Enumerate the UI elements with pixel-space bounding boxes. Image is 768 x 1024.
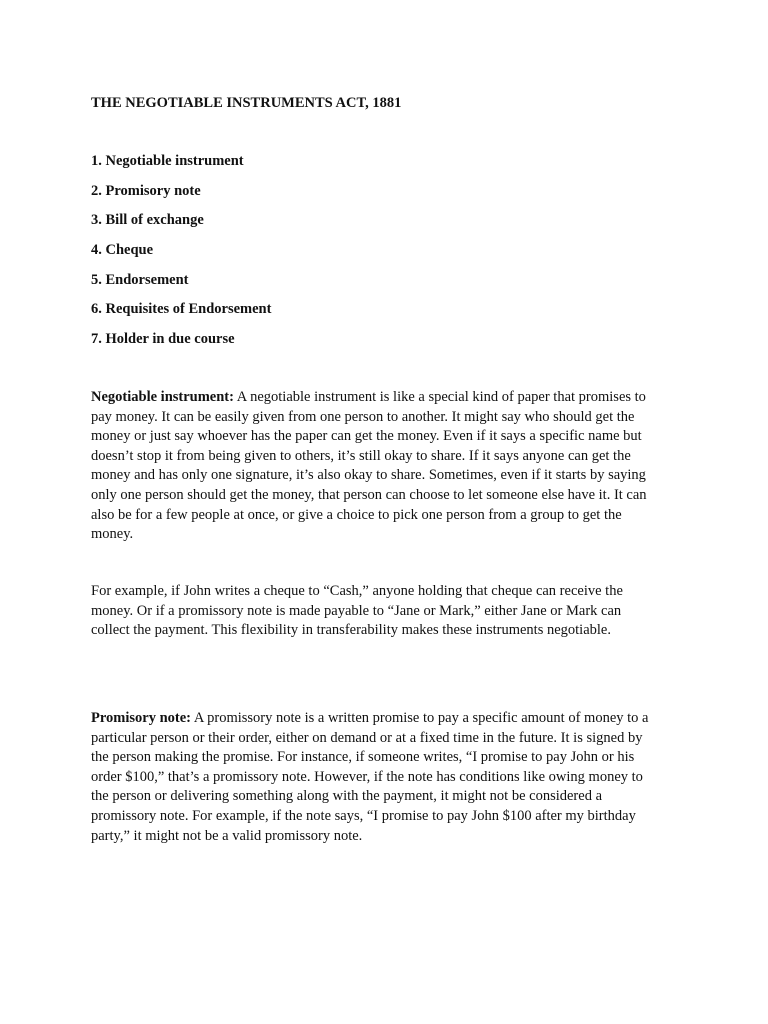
toc-item: 5. Endorsement [91,271,189,288]
paragraph-line: money. Or if a promissory note is made payable to “Jane or Mark,” either Jane or Mark can [91,602,622,619]
section-heading: Negotiable instrument: [91,389,234,405]
section-promisory-note [91,709,691,846]
paragraph-line: order $100,” that’s a promissory note. However, if the note has conditions like owing money to [91,768,643,785]
table-of-contents [91,151,271,359]
section-example [91,582,691,641]
paragraph-text: A negotiable instrument is like a special kind of paper that promises to [233,389,646,405]
paragraph-line [91,388,691,408]
section-negotiable-instrument [91,388,691,545]
paragraph-line: money or just say whoever has the paper can get the money. Even if it says a specific name but [91,428,642,445]
paragraph-line: promissory note. For example, if the note says, “I promise to pay John $100 after my birthday [91,807,636,824]
paragraph-line: only one person should get the money, that person can choose to let someone else have it. It can [91,486,647,503]
toc-item: 6. Requisites of Endorsement [91,301,272,318]
toc-item: 1. Negotiable instrument [91,153,244,169]
toc-item: 7. Holder in due course [91,331,235,348]
paragraph-line: doesn’t stop it from being given to others, it’s still okay to share. If it says anyone can get the [91,447,631,464]
paragraph-line: money and has only one signature, it’s also okay to share. Sometimes, even if it starts by saying [91,467,646,484]
document-title: THE NEGOTIABLE INSTRUMENTS ACT, 1881 [91,95,402,111]
paragraph-line [91,709,691,729]
paragraph-line: also be for a few people at once, or give a choice to pick one person from a group to get the [91,506,622,523]
paragraph-line: the person or delivering something along with the payment, it might not be considered a [91,788,603,805]
toc-item: 2. Promisory note [91,182,201,199]
paragraph-line: pay money. It can be easily given from one person to another. It might say who should get the [91,408,635,425]
paragraph-line: For example, if John writes a cheque to “Cash,” anyone holding that cheque can receive the [91,583,623,599]
paragraph-line: party,” it might not be a valid promissory note. [91,827,363,844]
section-heading: Promisory note: [91,710,191,726]
paragraph-text: A promissory note is a written promise to pay a specific amount of money to a [191,710,649,726]
paragraph-line: particular person or their order, either on demand or at a fixed time in the future. It is signed by [91,729,643,746]
paragraph-line: money. [91,526,134,543]
paragraph-line: the person making the promise. For instance, if someone writes, “I promise to pay John or his [91,749,635,766]
paragraph-line: collect the payment. This flexibility in transferability makes these instruments negotiable. [91,622,611,639]
toc-item: 3. Bill of exchange [91,212,204,229]
toc-item: 4. Cheque [91,242,154,259]
